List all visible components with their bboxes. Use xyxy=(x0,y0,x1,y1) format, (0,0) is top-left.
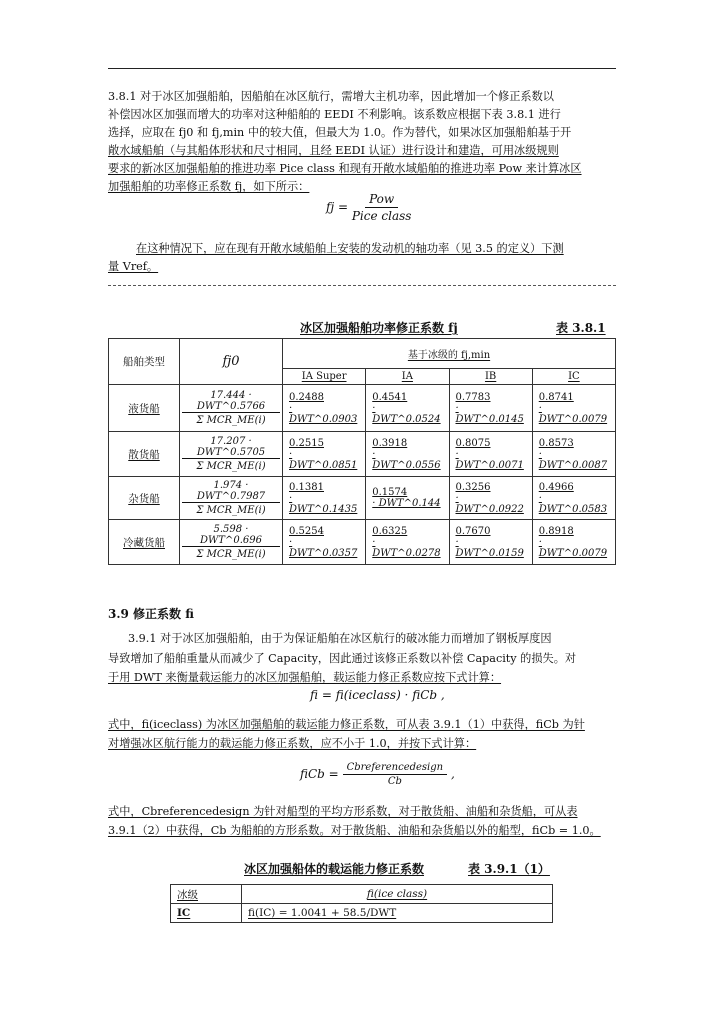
coefficient: 0.2515 xyxy=(289,437,324,449)
fj0-cell xyxy=(180,477,283,520)
coefficient: 0.1574 xyxy=(372,487,408,498)
fj0-cell xyxy=(180,432,283,477)
section-3-8-1-line6: 加强船舶的功率修正系数 fj，如下所示： xyxy=(108,180,310,193)
fj-min-cell xyxy=(532,432,615,477)
formula-ficb xyxy=(300,762,455,787)
fj-min-cell xyxy=(449,477,532,520)
fj0-denominator: Σ MCR_ME(i) xyxy=(196,461,266,472)
section-3-8-1-line3: 选择，应取在 fj0 和 fj,min 中的较大值，但最大为 1.0。作为替代，如果冰区加强船舶基于开 xyxy=(108,126,572,139)
fj0-numerator: 1.974 · DWT^0.7987 xyxy=(182,480,280,503)
coefficient: 0.1381 xyxy=(289,481,324,493)
fj0-denominator: Σ MCR_ME(i) xyxy=(196,549,266,560)
ship-type-cell: 散货船 xyxy=(109,432,180,477)
formula-ficb-tail: , xyxy=(450,767,455,781)
exponent-term: · DWT^0.0087 xyxy=(538,448,608,471)
fj-min-cell xyxy=(449,432,532,477)
fi-value-cell: fi(IC) = 1.0041 + 58.5/DWT xyxy=(242,904,553,923)
exponent-term: · DWT^0.0583 xyxy=(538,492,608,515)
table-row xyxy=(109,520,616,565)
exponent-term: · DWT^0.0145 xyxy=(455,402,524,425)
section-3-9-heading: 3.9 修正系数 fi xyxy=(108,607,194,621)
formula-ficb-fraction xyxy=(343,762,448,787)
coefficient: 0.4541 xyxy=(372,391,408,403)
fj-min-cell xyxy=(366,432,449,477)
fj-min-cell xyxy=(366,385,449,432)
header-fj-min-group: 基于冰级的 fj,min xyxy=(283,339,616,369)
exponent-term: · DWT^0.0357 xyxy=(289,536,358,559)
fj-min-cell xyxy=(283,385,366,432)
table-3-9-1-number: 表 3.9.1（1） xyxy=(468,862,550,876)
coefficient: 0.6325 xyxy=(372,525,408,537)
underline-rule xyxy=(108,285,616,286)
fj0-denominator: Σ MCR_ME(i) xyxy=(196,505,266,516)
exponent-term: · DWT^0.0079 xyxy=(538,536,608,559)
section-3-9-1-line3: 于用 DWT 来衡量载运能力的冰区加强船舶，载运能力修正系数应按下式计算： xyxy=(108,671,502,684)
exponent-term: · DWT^0.0071 xyxy=(455,448,524,471)
exponent-term: · DWT^0.0556 xyxy=(372,448,441,471)
coefficient: 0.4966 xyxy=(538,481,574,493)
formula-ficb-numerator: Cbreferencedesign xyxy=(343,762,448,775)
header-ice-class-ia-super: IA Super xyxy=(283,369,366,385)
table-row xyxy=(171,904,553,923)
coefficient: 0.2488 xyxy=(289,391,324,403)
formula-fj-numerator: Pow xyxy=(365,192,398,208)
header-ship-type: 船舶类型 xyxy=(109,339,180,385)
exponent-term: · DWT^0.0159 xyxy=(455,536,524,559)
formula-ficb-denominator: Cb xyxy=(387,776,402,787)
exponent-term: · DWT^0.0922 xyxy=(455,492,524,515)
section-3-9-where-line1: 式中，fi(iceclass) 为冰区加强船舶的载运能力修正系数，可从表 3.9.1（1）中获得，fiCb 为针 xyxy=(108,718,585,731)
coefficient: 0.8075 xyxy=(455,437,491,449)
exponent-term: · DWT^0.0851 xyxy=(289,448,358,471)
header-ice-class-ia: IA xyxy=(366,369,449,385)
fj-min-cell xyxy=(532,477,615,520)
fj0-denominator: Σ MCR_ME(i) xyxy=(196,415,266,426)
section-3-8-1-line1: 3.8.1 对于冰区加强船舶，因船舶在冰区航行，需增大主机功率，因此增加一个修正系数以 xyxy=(108,90,554,103)
formula-fj-lhs: fj = xyxy=(326,200,349,214)
ice-class-cell: IC xyxy=(171,904,242,923)
fj-min-cell xyxy=(449,520,532,565)
exponent-term: · DWT^0.0903 xyxy=(289,402,358,425)
table-3-9-1-title: 冰区加强船体的载运能力修正系数 xyxy=(244,862,425,876)
table-3-8-1 xyxy=(108,338,616,565)
header-ice-class: 冰级 xyxy=(171,885,242,904)
table-3-8-1-title: 冰区加强船舶功率修正系数 fj xyxy=(300,321,458,335)
header-ice-class-ib: IB xyxy=(449,369,532,385)
table-3-8-1-number: 表 3.8.1 xyxy=(556,321,606,335)
table-row xyxy=(109,432,616,477)
table-3-9-1 xyxy=(170,884,553,923)
coefficient: 0.3256 xyxy=(455,481,491,493)
fj0-cell xyxy=(180,520,283,565)
fj-min-cell xyxy=(366,477,449,520)
section-3-9-1-line1: 3.9.1 对于冰区加强船舶，由于为保证船舶在冰区航行的破冰能力而增加了钢板厚度因 xyxy=(128,632,552,645)
exponent-term: · DWT^0.144 xyxy=(372,498,441,509)
section-3-9-cb-line1: 式中，Cbreferencedesign 为针对船型的平均方形系数，对于散货船、油船和杂货船，可从表 xyxy=(108,805,578,818)
coefficient: 0.8573 xyxy=(538,437,574,449)
section-3-9-1-line2: 导致增加了船舶重量从而减少了 Capacity，因此通过该修正系数以补偿 Capacity 的损失。对 xyxy=(108,652,577,665)
coefficient: 0.3918 xyxy=(372,437,408,449)
exponent-term: · DWT^0.0524 xyxy=(372,402,441,425)
exponent-term: · DWT^0.1435 xyxy=(289,492,358,515)
formula-fi: fi = fi(iceclass) · fiCb , xyxy=(310,688,445,702)
coefficient: 0.7783 xyxy=(455,391,491,403)
section-3-9-cb-line2: 3.9.1（2）中获得，Cb 为船舶的方形系数。对于散货船、油船和杂货船以外的船型，fiCb = 1.0。 xyxy=(108,824,601,837)
formula-fj-fraction xyxy=(352,192,412,223)
section-3-8-1-line2: 补偿因冰区加强而增大的功率对这种船舶的 EEDI 不利影响。该系数应根据下表 3.8.1 进行 xyxy=(108,108,561,121)
ship-type-cell: 冷藏货船 xyxy=(109,520,180,565)
fj-min-cell xyxy=(532,520,615,565)
fj-min-cell xyxy=(283,520,366,565)
fj-min-cell xyxy=(283,477,366,520)
fj-min-cell xyxy=(449,385,532,432)
section-3-8-1-line5: 要求的新冰区加强船舶的推进功率 Pice class 和现有开敞水域船舶的推进功率 Pow 来计算冰区 xyxy=(108,162,582,175)
coefficient: 0.7670 xyxy=(455,525,491,537)
fj0-numerator: 17.444 · DWT^0.5766 xyxy=(182,390,280,413)
fj0-cell xyxy=(180,385,283,432)
exponent-term: · DWT^0.0079 xyxy=(538,402,608,425)
section-3-8-1-line4: 敞水域船舶（与其船体形状和尺寸相同，且经 EEDI 认证）进行设计和建造，可用冰级规则 xyxy=(108,144,559,157)
coefficient: 0.5254 xyxy=(289,525,324,537)
exponent-term: · DWT^0.0278 xyxy=(372,536,441,559)
formula-fj-denominator: Pice class xyxy=(351,209,412,223)
fj0-numerator: 5.598 · DWT^0.696 xyxy=(182,524,280,547)
fj-min-cell xyxy=(532,385,615,432)
header-rule xyxy=(108,68,616,69)
table-row xyxy=(109,385,616,432)
fj0-numerator: 17.207 · DWT^0.5705 xyxy=(182,436,280,459)
section-3-9-where-line2: 对增强冰区航行能力的载运能力修正系数，应不小于 1.0，并按下式计算： xyxy=(108,737,477,750)
header-fj0: fj0 xyxy=(180,339,283,385)
formula-fj xyxy=(326,192,411,223)
ship-type-cell: 液货船 xyxy=(109,385,180,432)
coefficient: 0.8918 xyxy=(538,525,574,537)
coefficient: 0.8741 xyxy=(538,391,574,403)
fj-min-cell xyxy=(283,432,366,477)
paragraph-vref-line2: 量 Vref。 xyxy=(108,260,159,273)
header-ice-class-ic: IC xyxy=(532,369,615,385)
paragraph-vref-line1: 在这种情况下，应在现有开敞水域船舶上安装的发动机的轴功率（见 3.5 的定义）下测 xyxy=(136,242,564,255)
table-row xyxy=(109,477,616,520)
ship-type-cell: 杂货船 xyxy=(109,477,180,520)
header-fi-ice-class: fi(ice class) xyxy=(242,885,553,904)
formula-ficb-lhs: fiCb = xyxy=(300,767,339,781)
fj-min-cell xyxy=(366,520,449,565)
